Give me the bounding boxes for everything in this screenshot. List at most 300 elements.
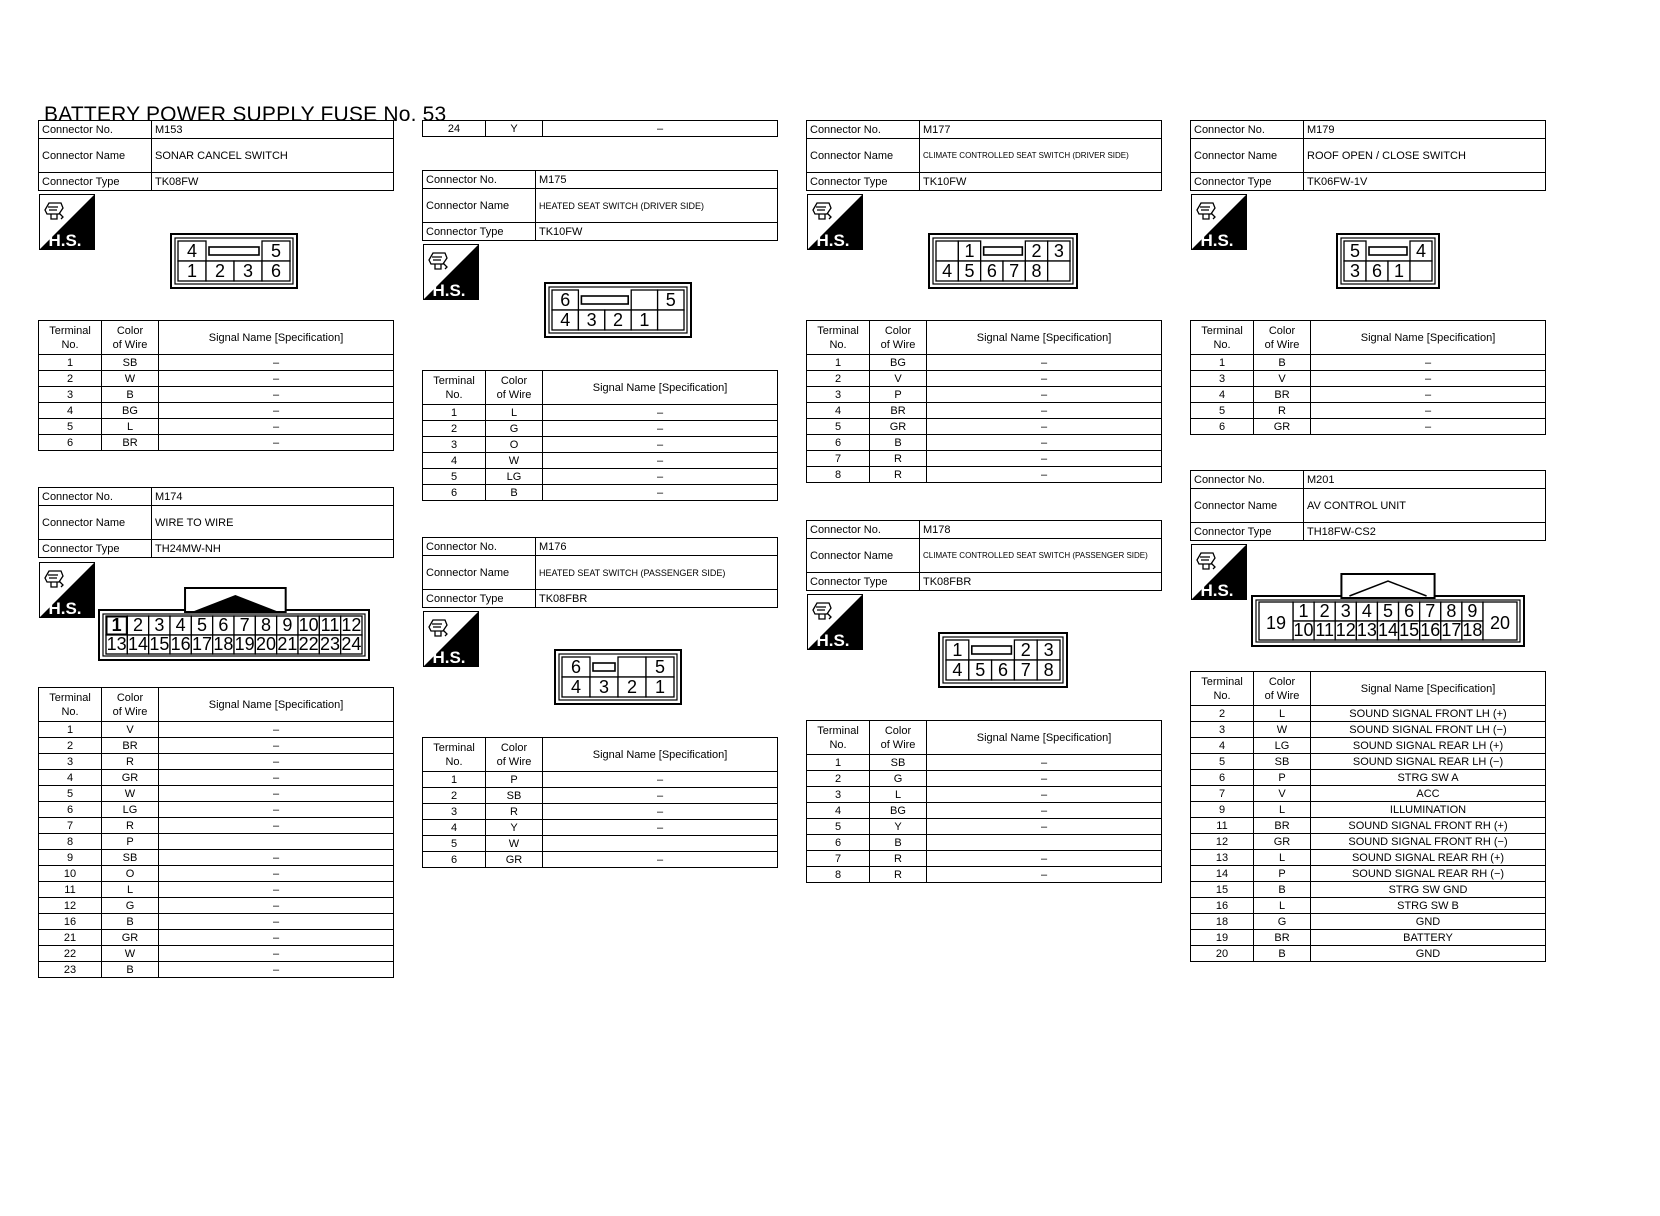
signal-name: –	[159, 898, 394, 914]
signal-name: –	[159, 914, 394, 930]
wire-color: GR	[1254, 419, 1311, 435]
signal-name: SOUND SIGNAL FRONT RH (−)	[1311, 834, 1546, 850]
pin-label: 7	[239, 615, 250, 635]
table-row	[807, 851, 1162, 867]
table-row	[807, 403, 1162, 419]
pin-label: 16	[1420, 620, 1441, 640]
table-row	[1191, 930, 1546, 946]
table-row	[1191, 850, 1546, 866]
signal-name: GND	[1311, 946, 1546, 962]
table-row	[423, 852, 778, 868]
signal-name: –	[927, 755, 1162, 771]
terminal-no: 19	[1191, 930, 1254, 946]
signal-name: –	[159, 355, 394, 371]
pin-label: 9	[282, 615, 293, 635]
terminal-table-m153	[38, 320, 394, 451]
terminal-no: 2	[423, 788, 486, 804]
table-row	[1191, 770, 1546, 786]
terminal-no: 5	[423, 469, 486, 485]
pin-label: 3	[1340, 601, 1351, 621]
pin-label: 8	[1031, 261, 1042, 281]
table-row	[423, 469, 778, 485]
wire-color: B	[102, 387, 159, 403]
table-row	[39, 930, 394, 946]
terminal-no: 21	[39, 930, 102, 946]
table-row	[1191, 706, 1546, 722]
connector-type: TK08FBR	[920, 573, 1162, 591]
connector-diagram-m176	[554, 649, 682, 705]
terminal-no: 11	[39, 882, 102, 898]
pin-label: 5	[654, 657, 666, 677]
terminal-no-header: Terminal No.	[807, 721, 870, 755]
terminal-no: 2	[807, 771, 870, 787]
pin-label: 8	[1043, 660, 1054, 680]
terminal-no: 6	[423, 852, 486, 868]
wire-color: W	[102, 946, 159, 962]
table-row	[423, 788, 778, 804]
signal-name: –	[543, 772, 778, 788]
wire-color: GR	[1254, 834, 1311, 850]
table-row	[39, 962, 394, 978]
table-row	[423, 121, 778, 137]
pin-label: 1	[1393, 261, 1405, 281]
hs-label: H.S.	[816, 631, 850, 650]
wire-color: V	[870, 371, 927, 387]
pin-label: 6	[1371, 261, 1383, 281]
signal-name: –	[159, 962, 394, 978]
table-row	[807, 371, 1162, 387]
terminal-no: 4	[1191, 738, 1254, 754]
terminal-no: 4	[39, 770, 102, 786]
table-row	[1191, 898, 1546, 914]
pin-label: 3	[154, 615, 165, 635]
table-row	[423, 405, 778, 421]
table-header	[1191, 672, 1546, 706]
pin-label: 1	[1298, 601, 1309, 621]
signal-name: STRG SW A	[1311, 770, 1546, 786]
pin-label: 6	[218, 615, 229, 635]
hs-symbol	[807, 194, 863, 250]
signal-name: –	[543, 421, 778, 437]
signal-name: –	[927, 387, 1162, 403]
signal-name: –	[927, 355, 1162, 371]
wire-color: R	[870, 851, 927, 867]
pin-label: 2	[1319, 601, 1330, 621]
connector-no: M177	[920, 121, 1162, 139]
table-row	[807, 835, 1162, 851]
wire-color: SB	[102, 355, 159, 371]
terminal-table-m175	[422, 370, 778, 501]
connector-diagram-m175	[544, 282, 692, 338]
terminal-no: 6	[1191, 419, 1254, 435]
signal-name: –	[159, 722, 394, 738]
wire-color: BR	[102, 435, 159, 451]
signal-header: Signal Name [Specification]	[159, 688, 394, 722]
pin-label: 11	[1315, 620, 1335, 640]
signal-name: –	[927, 435, 1162, 451]
terminal-no-header: Terminal No.	[423, 371, 486, 405]
hs-symbol	[423, 244, 479, 300]
terminal-no: 3	[423, 437, 486, 453]
pin-label: 5	[270, 241, 282, 261]
signal-name: –	[543, 453, 778, 469]
terminal-no: 2	[1191, 706, 1254, 722]
pin-label: 4	[952, 660, 963, 680]
terminal-no: 1	[39, 722, 102, 738]
connector-info-m175: Connector No. M175 Connector Name HEATED SEAT SWITCH (DRIVER SIDE) Connector Type TK10FW	[422, 170, 778, 241]
hs-label: H.S.	[48, 599, 82, 618]
terminal-no: 5	[1191, 754, 1254, 770]
pin-label: 17	[1441, 620, 1462, 640]
wire-color: V	[1254, 786, 1311, 802]
signal-name: SOUND SIGNAL FRONT RH (+)	[1311, 818, 1546, 834]
pin-label: 4	[560, 310, 571, 330]
connector-no: M174	[152, 488, 394, 506]
hs-label: H.S.	[432, 281, 466, 300]
terminal-table-m201	[1190, 671, 1546, 962]
pin-label: 15	[1399, 620, 1420, 640]
color-header: Color of Wire	[870, 321, 927, 355]
wire-color: BR	[1254, 387, 1311, 403]
table-row	[39, 946, 394, 962]
wire-color: BR	[102, 738, 159, 754]
pin-label: 2	[1031, 241, 1042, 261]
wire-color: SB	[102, 850, 159, 866]
signal-name: –	[927, 819, 1162, 835]
pin-label: 15	[149, 634, 170, 654]
wire-color: O	[486, 437, 543, 453]
terminal-no: 4	[423, 453, 486, 469]
terminal-no: 1	[807, 355, 870, 371]
terminal-no: 18	[1191, 914, 1254, 930]
table-row	[1191, 818, 1546, 834]
color-header: Color of Wire	[486, 371, 543, 405]
table-row	[39, 914, 394, 930]
connector-info-m201: Connector No. M201 Connector Name AV CONTROL UNIT Connector Type TH18FW-CS2	[1190, 470, 1546, 541]
table-row	[39, 371, 394, 387]
pin-label: 5	[975, 660, 986, 680]
terminal-no: 6	[39, 802, 102, 818]
signal-name: –	[159, 770, 394, 786]
page-title: BATTERY POWER SUPPLY FUSE No. 53	[44, 103, 447, 126]
table-row	[39, 802, 394, 818]
pin-label: 17	[191, 634, 213, 654]
signal-name: –	[927, 371, 1162, 387]
terminal-no: 3	[807, 787, 870, 803]
table-header	[1191, 321, 1546, 355]
pin-label: 5	[196, 615, 208, 635]
terminal-table-m177	[806, 320, 1162, 483]
signal-name: –	[159, 818, 394, 834]
signal-name: –	[159, 930, 394, 946]
color-header: Color of Wire	[1254, 672, 1311, 706]
connector-type: TK06FW-1V	[1304, 173, 1546, 191]
terminal-no: 1	[423, 772, 486, 788]
hs-label: H.S.	[432, 648, 466, 667]
terminal-no: 6	[39, 435, 102, 451]
wire-color: B	[1254, 946, 1311, 962]
terminal-no: 3	[807, 387, 870, 403]
pin-label: 2	[214, 261, 226, 281]
signal-name: –	[159, 802, 394, 818]
terminal-no: 4	[807, 803, 870, 819]
table-header	[423, 371, 778, 405]
connector-no: M175	[536, 171, 778, 189]
wire-color: B	[870, 435, 927, 451]
connector-name: CLIMATE CONTROLLED SEAT SWITCH (DRIVER SIDE)	[920, 139, 1162, 173]
pin-label: 9	[1467, 601, 1478, 621]
pin-label: 20	[1489, 613, 1511, 633]
table-row	[807, 467, 1162, 483]
pin-label: 3	[598, 677, 610, 697]
pin-label: 4	[570, 677, 582, 697]
wire-color: V	[102, 722, 159, 738]
connector-name: ROOF OPEN / CLOSE SWITCH	[1304, 139, 1546, 173]
signal-name: ACC	[1311, 786, 1546, 802]
pin-label: 4	[942, 261, 953, 281]
connector-diagram-m201	[1251, 573, 1525, 647]
connector-name: WIRE TO WIRE	[152, 506, 394, 540]
signal-header: Signal Name [Specification]	[927, 721, 1162, 755]
signal-name: –	[927, 787, 1162, 803]
hs-symbol	[39, 194, 95, 250]
pin-label: 11	[320, 615, 340, 635]
pin-label: 5	[964, 261, 975, 281]
table-row	[39, 738, 394, 754]
signal-header: Signal Name [Specification]	[927, 321, 1162, 355]
table-row	[1191, 882, 1546, 898]
signal-name: –	[543, 469, 778, 485]
wire-color: GR	[102, 930, 159, 946]
table-row	[1191, 403, 1546, 419]
wire-color: BG	[102, 403, 159, 419]
wire-color: P	[870, 387, 927, 403]
terminal-no: 5	[39, 786, 102, 802]
wire-color: B	[102, 962, 159, 978]
pin-label: 7	[1020, 660, 1031, 680]
terminal-no: 3	[39, 387, 102, 403]
wire-color: G	[102, 898, 159, 914]
terminal-no: 20	[1191, 946, 1254, 962]
signal-name: –	[159, 754, 394, 770]
signal-name: –	[927, 403, 1162, 419]
wire-color: L	[870, 787, 927, 803]
color-header: Color of Wire	[486, 738, 543, 772]
terminal-no: 7	[807, 851, 870, 867]
terminal-no: 23	[39, 962, 102, 978]
signal-name: –	[543, 788, 778, 804]
table-row	[1191, 946, 1546, 962]
signal-header: Signal Name [Specification]	[1311, 321, 1546, 355]
terminal-table-m174-continued	[422, 120, 778, 137]
wire-color: P	[102, 834, 159, 850]
color-header: Color of Wire	[102, 321, 159, 355]
pin-label: 7	[1425, 601, 1436, 621]
pin-label: 1	[952, 640, 963, 660]
terminal-no: 24	[423, 121, 486, 137]
terminal-no: 2	[39, 371, 102, 387]
signal-name: BATTERY	[1311, 930, 1546, 946]
signal-name: –	[1311, 387, 1546, 403]
signal-name: –	[1311, 371, 1546, 387]
wire-color: GR	[102, 770, 159, 786]
terminal-no: 2	[807, 371, 870, 387]
signal-name: –	[159, 738, 394, 754]
hs-symbol	[39, 562, 95, 618]
signal-name: –	[1311, 355, 1546, 371]
table-row	[1191, 802, 1546, 818]
pin-label: 23	[319, 634, 341, 654]
terminal-no: 11	[1191, 818, 1254, 834]
table-row	[1191, 387, 1546, 403]
wire-color: LG	[1254, 738, 1311, 754]
terminal-no: 7	[807, 451, 870, 467]
terminal-no: 15	[1191, 882, 1254, 898]
terminal-no: 5	[807, 819, 870, 835]
pin-label: 10	[298, 615, 319, 635]
pin-label: 3	[586, 310, 597, 330]
connector-diagram-m177	[928, 233, 1078, 289]
signal-name: –	[159, 882, 394, 898]
connector-info-m174: Connector No. M174 Connector Name WIRE TO WIRE Connector Type TH24MW-NH	[38, 487, 394, 558]
table-row	[423, 485, 778, 501]
signal-name	[543, 836, 778, 852]
wire-color: R	[870, 451, 927, 467]
connector-type: TK08FBR	[536, 590, 778, 608]
wire-color: W	[486, 453, 543, 469]
table-row	[1191, 866, 1546, 882]
terminal-no-header: Terminal No.	[39, 688, 102, 722]
signal-name: SOUND SIGNAL REAR RH (+)	[1311, 850, 1546, 866]
connector-name: AV CONTROL UNIT	[1304, 489, 1546, 523]
connector-name: HEATED SEAT SWITCH (PASSENGER SIDE)	[536, 556, 778, 590]
table-row	[807, 787, 1162, 803]
pin-label: 20	[255, 634, 277, 654]
table-row	[39, 898, 394, 914]
terminal-no: 5	[423, 836, 486, 852]
signal-name: –	[159, 850, 394, 866]
signal-name: –	[543, 820, 778, 836]
terminal-no: 2	[423, 421, 486, 437]
signal-name: –	[927, 851, 1162, 867]
color-header: Color of Wire	[870, 721, 927, 755]
wire-color: P	[486, 772, 543, 788]
pin-label: 6	[270, 261, 282, 281]
connector-type: TK08FW	[152, 173, 394, 191]
connector-diagram-m178	[938, 632, 1068, 688]
table-row	[807, 819, 1162, 835]
table-header	[807, 321, 1162, 355]
table-row	[39, 850, 394, 866]
terminal-no: 4	[807, 403, 870, 419]
pin-label: 6	[570, 657, 582, 677]
pin-label: 24	[341, 634, 362, 654]
wire-color: P	[1254, 770, 1311, 786]
wire-color: LG	[486, 469, 543, 485]
table-row	[807, 419, 1162, 435]
terminal-no: 8	[807, 467, 870, 483]
hs-symbol	[1191, 194, 1247, 250]
signal-name: –	[1311, 419, 1546, 435]
pin-label: 13	[1356, 620, 1377, 640]
wire-color: Y	[486, 820, 543, 836]
signal-name: –	[159, 387, 394, 403]
hs-icon	[1191, 194, 1247, 250]
wire-color: B	[1254, 355, 1311, 371]
connector-info-m178: Connector No. M178 Connector Name CLIMATE CONTROLLED SEAT SWITCH (PASSENGER SIDE) Connector Type TK08FBR	[806, 520, 1162, 591]
wire-color: BG	[870, 803, 927, 819]
terminal-no: 4	[423, 820, 486, 836]
table-row	[807, 867, 1162, 883]
pin-label: 2	[626, 677, 638, 697]
pin-label: 3	[1043, 640, 1054, 660]
pin-label: 1	[111, 615, 122, 635]
wire-color: B	[486, 485, 543, 501]
wire-color: G	[486, 421, 543, 437]
terminal-table-m174	[38, 687, 394, 978]
table-row	[39, 403, 394, 419]
signal-name: –	[927, 771, 1162, 787]
pin-label: 14	[1377, 620, 1399, 640]
wire-color: R	[1254, 403, 1311, 419]
pin-label: 12	[341, 615, 362, 635]
table-row	[39, 770, 394, 786]
wire-color: W	[486, 836, 543, 852]
table-row	[807, 771, 1162, 787]
signal-name: –	[927, 467, 1162, 483]
wire-color: BG	[870, 355, 927, 371]
table-row	[39, 866, 394, 882]
pin-label: 21	[277, 634, 298, 654]
wire-color: LG	[102, 802, 159, 818]
wire-color: R	[870, 867, 927, 883]
signal-name: –	[159, 371, 394, 387]
terminal-no: 1	[807, 755, 870, 771]
table-header	[807, 721, 1162, 755]
connector-type: TK10FW	[920, 173, 1162, 191]
wire-color: R	[486, 804, 543, 820]
hs-symbol	[1191, 544, 1247, 600]
terminal-no: 13	[1191, 850, 1254, 866]
pin-label: 5	[665, 290, 676, 310]
pin-label: 1	[186, 261, 198, 281]
signal-header: Signal Name [Specification]	[159, 321, 394, 355]
connector-diagram-m174	[98, 587, 370, 661]
signal-name: SOUND SIGNAL FRONT LH (−)	[1311, 722, 1546, 738]
connector-diagram-m179	[1336, 233, 1440, 289]
table-row	[1191, 754, 1546, 770]
hs-icon	[423, 244, 479, 300]
connector-info-m176: Connector No. M176 Connector Name HEATED SEAT SWITCH (PASSENGER SIDE) Connector Type TK08FBR	[422, 537, 778, 608]
wire-color: R	[870, 467, 927, 483]
pin-label: 2	[132, 615, 144, 635]
table-row	[39, 419, 394, 435]
connector-no: M176	[536, 538, 778, 556]
terminal-no: 1	[423, 405, 486, 421]
pin-label: 14	[127, 634, 149, 654]
table-row	[423, 820, 778, 836]
terminal-no: 10	[39, 866, 102, 882]
connector-no: M153	[152, 121, 394, 139]
terminal-no: 6	[1191, 770, 1254, 786]
pin-label: 1	[964, 241, 975, 261]
signal-name	[159, 834, 394, 850]
wire-color: L	[1254, 850, 1311, 866]
terminal-no: 5	[807, 419, 870, 435]
connector-info-m179: Connector No. M179 Connector Name ROOF OPEN / CLOSE SWITCH Connector Type TK06FW-1V	[1190, 120, 1546, 191]
table-row	[1191, 834, 1546, 850]
pin-label: 6	[560, 290, 571, 310]
